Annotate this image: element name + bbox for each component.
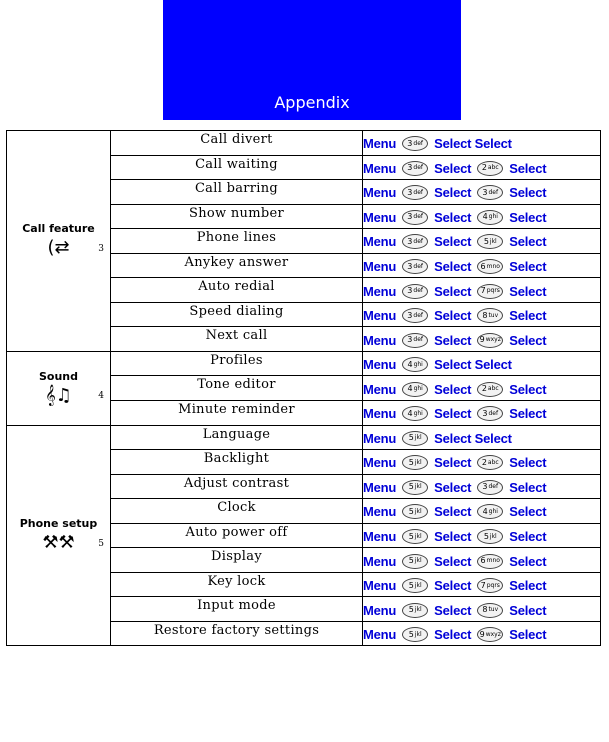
feature-cell xyxy=(111,450,363,475)
feature-label: Show number xyxy=(189,205,284,221)
keypad-6-icon: 6 mno xyxy=(477,554,503,569)
select-word: Select xyxy=(509,627,547,643)
keypad-8-icon: 8 tuv xyxy=(477,308,503,323)
select-word: Select xyxy=(509,578,547,594)
feature-label: Auto redial xyxy=(198,279,275,295)
menu-word: Menu xyxy=(363,185,397,201)
select-word: Select xyxy=(434,529,472,545)
select-word: Select xyxy=(434,578,472,594)
feature-cell xyxy=(111,621,363,646)
keypad-7-icon: 7 pqrs xyxy=(477,578,503,593)
feature-label: Call waiting xyxy=(195,156,278,172)
keypad-2-icon: 2 abc xyxy=(477,455,503,470)
menu-word: Menu xyxy=(363,136,397,152)
menu-table xyxy=(6,130,601,646)
feature-label: Input mode xyxy=(197,598,276,614)
select-word: Select xyxy=(434,332,472,348)
menu-word: Menu xyxy=(363,332,397,348)
menu-path-cell xyxy=(363,425,601,450)
feature-label: Next call xyxy=(205,328,268,344)
feature-label: Display xyxy=(211,549,262,565)
feature-label: Language xyxy=(202,426,271,442)
select-word: Select xyxy=(509,504,547,520)
menu-path-cell xyxy=(363,253,601,278)
page-title: Appendix xyxy=(274,93,350,112)
feature-cell xyxy=(111,253,363,278)
select-word: Select xyxy=(509,259,547,274)
feature-cell xyxy=(111,131,363,156)
feature-cell xyxy=(111,180,363,205)
menu-word: Menu xyxy=(363,234,397,250)
tools-icon: ⚒⚒ xyxy=(42,532,75,554)
keypad-3-icon: 3 def xyxy=(402,210,428,225)
select-word: Select xyxy=(509,308,547,324)
feature-label: Clock xyxy=(217,500,256,516)
select-word: Select xyxy=(509,381,547,397)
feature-cell xyxy=(111,401,363,426)
keypad-3-icon: 3 def xyxy=(402,185,428,200)
keypad-5-icon: 5 jkl xyxy=(402,504,428,519)
feature-label: Tone editor xyxy=(197,377,276,393)
feature-label: Call divert xyxy=(200,132,273,147)
keypad-4-icon: 4 ghi xyxy=(402,357,428,372)
menu-path-cell xyxy=(363,621,601,646)
category-name: Call feature xyxy=(22,222,95,236)
keypad-3-icon: 3 def xyxy=(402,161,428,176)
category-cell xyxy=(7,425,111,646)
keypad-2-icon: 2 abc xyxy=(477,161,503,176)
keypad-2-icon: 2 abc xyxy=(477,382,503,397)
select-word: Select xyxy=(509,160,547,176)
select-word: Select xyxy=(509,332,547,348)
keypad-3-icon: 3 def xyxy=(477,185,503,200)
menu-path-cell xyxy=(363,523,601,548)
feature-label: Profiles xyxy=(210,352,263,368)
keypad-4-icon: 4 ghi xyxy=(402,406,428,421)
select-word: Select xyxy=(434,308,472,324)
feature-label: Restore factory settings xyxy=(153,622,320,638)
menu-word: Menu xyxy=(363,283,397,299)
select-word: Select Select xyxy=(434,136,512,152)
feature-label: Speed dialing xyxy=(189,303,284,319)
menu-path-cell xyxy=(363,204,601,229)
select-word: Select xyxy=(434,504,472,520)
feature-label: Call barring xyxy=(194,181,279,197)
menu-word: Menu xyxy=(363,308,397,324)
keypad-5-icon: 5 jkl xyxy=(402,603,428,618)
menu-path-cell xyxy=(363,351,601,376)
call-divert-icon: (⇄ xyxy=(47,237,70,259)
menu-word: Menu xyxy=(363,357,397,373)
select-word: Select xyxy=(434,479,472,495)
keypad-6-icon: 6 mno xyxy=(477,259,503,274)
select-word: Select xyxy=(509,529,547,545)
feature-cell xyxy=(111,523,363,548)
feature-label: Backlight xyxy=(203,451,270,467)
select-word: Select xyxy=(509,455,547,471)
table-row xyxy=(7,131,601,156)
menu-path-cell xyxy=(363,278,601,303)
select-word: Select xyxy=(434,602,472,618)
menu-word: Menu xyxy=(363,602,397,618)
category-name: Phone setup xyxy=(19,517,98,531)
feature-label: Minute reminder xyxy=(178,402,295,418)
feature-cell xyxy=(111,548,363,573)
keypad-3-icon: 3 def xyxy=(402,234,428,249)
keypad-3-icon: 3 def xyxy=(402,333,428,348)
menu-word: Menu xyxy=(363,627,397,643)
menu-word: Menu xyxy=(363,479,397,495)
menu-word: Menu xyxy=(363,553,397,569)
select-word: Select xyxy=(434,283,472,299)
keypad-5-icon: 5 jkl xyxy=(402,627,428,642)
menu-table-body xyxy=(7,131,601,646)
select-word: Select Select xyxy=(434,357,512,373)
feature-label: Adjust contrast xyxy=(183,475,290,491)
appendix-banner xyxy=(163,0,461,120)
keypad-9-icon: 9 wxyz xyxy=(477,627,503,642)
keypad-4-icon: 4 ghi xyxy=(477,504,503,519)
menu-word: Menu xyxy=(363,529,397,545)
select-word: Select xyxy=(434,381,472,397)
select-word: Select Select xyxy=(434,430,512,446)
select-word: Select xyxy=(434,160,472,176)
menu-word: Menu xyxy=(363,381,397,397)
keypad-3-icon: 3 def xyxy=(477,480,503,495)
menu-word: Menu xyxy=(363,406,397,422)
menu-word: Menu xyxy=(363,578,397,594)
keypad-9-icon: 9 wxyz xyxy=(477,333,503,348)
keypad-3-icon: 3 def xyxy=(402,259,428,274)
select-word: Select xyxy=(509,209,547,225)
select-word: Select xyxy=(509,283,547,299)
feature-cell xyxy=(111,376,363,401)
keypad-5-icon: 5 jkl xyxy=(402,480,428,495)
keypad-5-icon: 5 jkl xyxy=(477,234,503,249)
keypad-3-icon: 3 def xyxy=(402,308,428,323)
menu-path-cell xyxy=(363,229,601,254)
select-word: Select xyxy=(434,553,472,569)
menu-path-cell xyxy=(363,548,601,573)
category-number: 5 xyxy=(98,538,104,549)
keypad-8-icon: 8 tuv xyxy=(477,603,503,618)
menu-path-cell xyxy=(363,327,601,352)
keypad-4-icon: 4 ghi xyxy=(402,382,428,397)
keypad-5-icon: 5 jkl xyxy=(402,455,428,470)
menu-word: Menu xyxy=(363,430,397,446)
menu-path-cell xyxy=(363,499,601,524)
keypad-5-icon: 5 jkl xyxy=(402,529,428,544)
keypad-5-icon: 5 jkl xyxy=(402,578,428,593)
feature-label: Auto power off xyxy=(185,524,288,540)
select-word: Select xyxy=(434,185,472,201)
keypad-4-icon: 4 ghi xyxy=(477,210,503,225)
keypad-3-icon: 3 def xyxy=(477,406,503,421)
feature-cell xyxy=(111,351,363,376)
category-number: 3 xyxy=(98,243,104,254)
keypad-3-icon: 3 def xyxy=(402,284,428,299)
feature-cell xyxy=(111,597,363,622)
menu-path-cell xyxy=(363,131,601,156)
select-word: Select xyxy=(509,602,547,618)
category-cell xyxy=(7,351,111,425)
feature-cell xyxy=(111,327,363,352)
menu-word: Menu xyxy=(363,209,397,225)
menu-path-cell xyxy=(363,180,601,205)
feature-label: Phone lines xyxy=(196,230,277,246)
menu-path-cell xyxy=(363,572,601,597)
select-word: Select xyxy=(509,406,547,422)
keypad-5-icon: 5 jkl xyxy=(402,431,428,446)
feature-cell xyxy=(111,302,363,327)
feature-cell xyxy=(111,499,363,524)
menu-word: Menu xyxy=(363,455,397,471)
feature-cell xyxy=(111,425,363,450)
feature-cell xyxy=(111,474,363,499)
select-word: Select xyxy=(434,406,472,422)
music-notes-icon: 𝄞♫ xyxy=(45,384,72,406)
select-word: Select xyxy=(509,553,547,569)
table-row xyxy=(7,351,601,376)
select-word: Select xyxy=(434,455,472,471)
category-cell xyxy=(7,131,111,352)
select-word: Select xyxy=(434,627,472,643)
category-name: Sound xyxy=(38,369,78,383)
keypad-5-icon: 5 jkl xyxy=(402,554,428,569)
menu-path-cell xyxy=(363,597,601,622)
menu-path-cell xyxy=(363,302,601,327)
menu-path-cell xyxy=(363,376,601,401)
feature-cell xyxy=(111,278,363,303)
feature-cell xyxy=(111,204,363,229)
select-word: Select xyxy=(509,185,547,201)
feature-label: Key lock xyxy=(207,573,266,589)
category-number: 4 xyxy=(98,391,104,402)
select-word: Select xyxy=(509,479,547,495)
feature-cell xyxy=(111,229,363,254)
select-word: Select xyxy=(509,234,547,250)
menu-path-cell xyxy=(363,450,601,475)
select-word: Select xyxy=(434,209,472,225)
select-word: Select xyxy=(434,259,472,274)
menu-path-cell xyxy=(363,155,601,180)
keypad-5-icon: 5 jkl xyxy=(477,529,503,544)
menu-path-cell xyxy=(363,401,601,426)
menu-word: Menu xyxy=(363,160,397,176)
feature-label: Anykey answer xyxy=(184,254,289,270)
table-row xyxy=(7,425,601,450)
feature-cell xyxy=(111,155,363,180)
select-word: Select xyxy=(434,234,472,250)
menu-word: Menu xyxy=(363,504,397,520)
menu-path-cell xyxy=(363,474,601,499)
menu-word: Menu xyxy=(363,259,397,274)
keypad-7-icon: 7 pqrs xyxy=(477,284,503,299)
feature-cell xyxy=(111,572,363,597)
keypad-3-icon: 3 def xyxy=(402,136,428,151)
